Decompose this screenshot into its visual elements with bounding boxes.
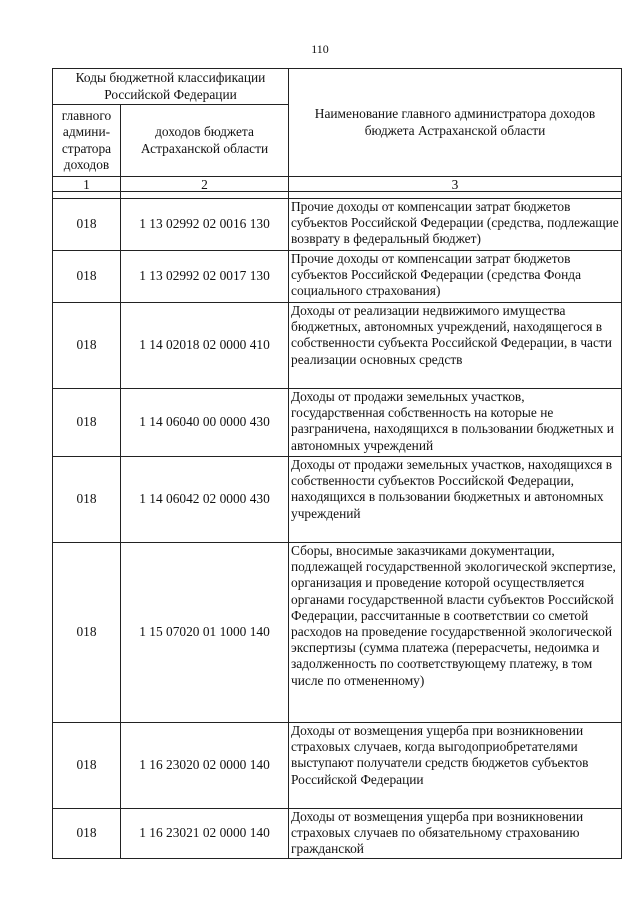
table-row — [53, 809, 622, 859]
admin-code-cell: 018 — [53, 303, 121, 389]
column-number-row — [53, 177, 622, 192]
column-number: 1 — [53, 177, 121, 192]
budget-code-cell: 1 13 02992 02 0016 130 — [121, 199, 289, 251]
table-row — [53, 723, 622, 809]
income-name-cell: Прочие доходы от компенсации затрат бюджетов субъектов Российской Федерации (средства, подлежащие возврату в федеральный бюджет) — [289, 199, 622, 251]
budget-code-cell: 1 16 23020 02 0000 140 — [121, 723, 289, 809]
name-column-header: Наименование главного администратора доходов бюджета Астраханской области — [289, 69, 622, 177]
admin-code-cell: 018 — [53, 457, 121, 543]
table-row — [53, 251, 622, 303]
admin-code-cell: 018 — [53, 199, 121, 251]
page-number: 110 — [311, 42, 329, 56]
table-row — [53, 303, 622, 389]
table-row — [53, 457, 622, 543]
income-name-cell: Сборы, вносимые заказчиками документации, подлежащей государственной экологической экспертизе, организация и проведение которой осуществляется органами государственной власти субъектов Российской Федерации, рассчитанные в соответствии со сметой расходов на проведение государственной экологической экспертизы (сумма платежа (перерасчеты, недоимка и задолженность по соответствующему платежу, в том числе по отмененному) — [289, 543, 622, 723]
spacer-row — [53, 192, 622, 199]
admin-code-cell: 018 — [53, 543, 121, 723]
budget-code-cell: 1 15 07020 01 1000 140 — [121, 543, 289, 723]
table-row — [53, 543, 622, 723]
column-number: 3 — [289, 177, 622, 192]
budget-code-cell: 1 14 02018 02 0000 410 — [121, 303, 289, 389]
budget-code-cell: 1 14 06040 00 0000 430 — [121, 389, 289, 457]
income-column-header: доходов бюджета Астраханской области — [121, 105, 289, 177]
income-name-cell: Доходы от возмещения ущерба при возникновении страховых случаев по обязательному страхованию гражданской — [289, 809, 622, 859]
admin-code-cell: 018 — [53, 389, 121, 457]
income-name-cell: Прочие доходы от компенсации затрат бюджетов субъектов Российской Федерации (средства Фонда социального страхования) — [289, 251, 622, 303]
table-row — [53, 199, 622, 251]
table-header-row — [53, 69, 622, 105]
group-header: Коды бюджетной классификации Российской Федерации — [53, 69, 289, 105]
table-row — [53, 389, 622, 457]
income-name-cell: Доходы от продажи земельных участков, находящихся в собственности субъектов Российской Федерации, находящихся в пользовании бюджетных и автономных учреждений — [289, 457, 622, 543]
income-name-cell: Доходы от продажи земельных участков, государственная собственность на которые не разграничена, находящихся в пользовании бюджетных и автономных учреждений — [289, 389, 622, 457]
admin-code-cell: 018 — [53, 251, 121, 303]
budget-codes-table — [52, 68, 622, 859]
admin-code-cell: 018 — [53, 809, 121, 859]
admin-column-header: главного админи-стратора доходов — [53, 105, 121, 177]
budget-code-cell: 1 14 06042 02 0000 430 — [121, 457, 289, 543]
budget-code-cell: 1 13 02992 02 0017 130 — [121, 251, 289, 303]
income-name-cell: Доходы от реализации недвижимого имущества бюджетных, автономных учреждений, находящегося в собственности субъекта Российской Федерации, в части реализации основных средств — [289, 303, 622, 389]
column-number: 2 — [121, 177, 289, 192]
admin-code-cell: 018 — [53, 723, 121, 809]
income-name-cell: Доходы от возмещения ущерба при возникновении страховых случаев, когда выгодоприобретателями выступают получатели средств бюджетов субъектов Российской Федерации — [289, 723, 622, 809]
budget-code-cell: 1 16 23021 02 0000 140 — [121, 809, 289, 859]
